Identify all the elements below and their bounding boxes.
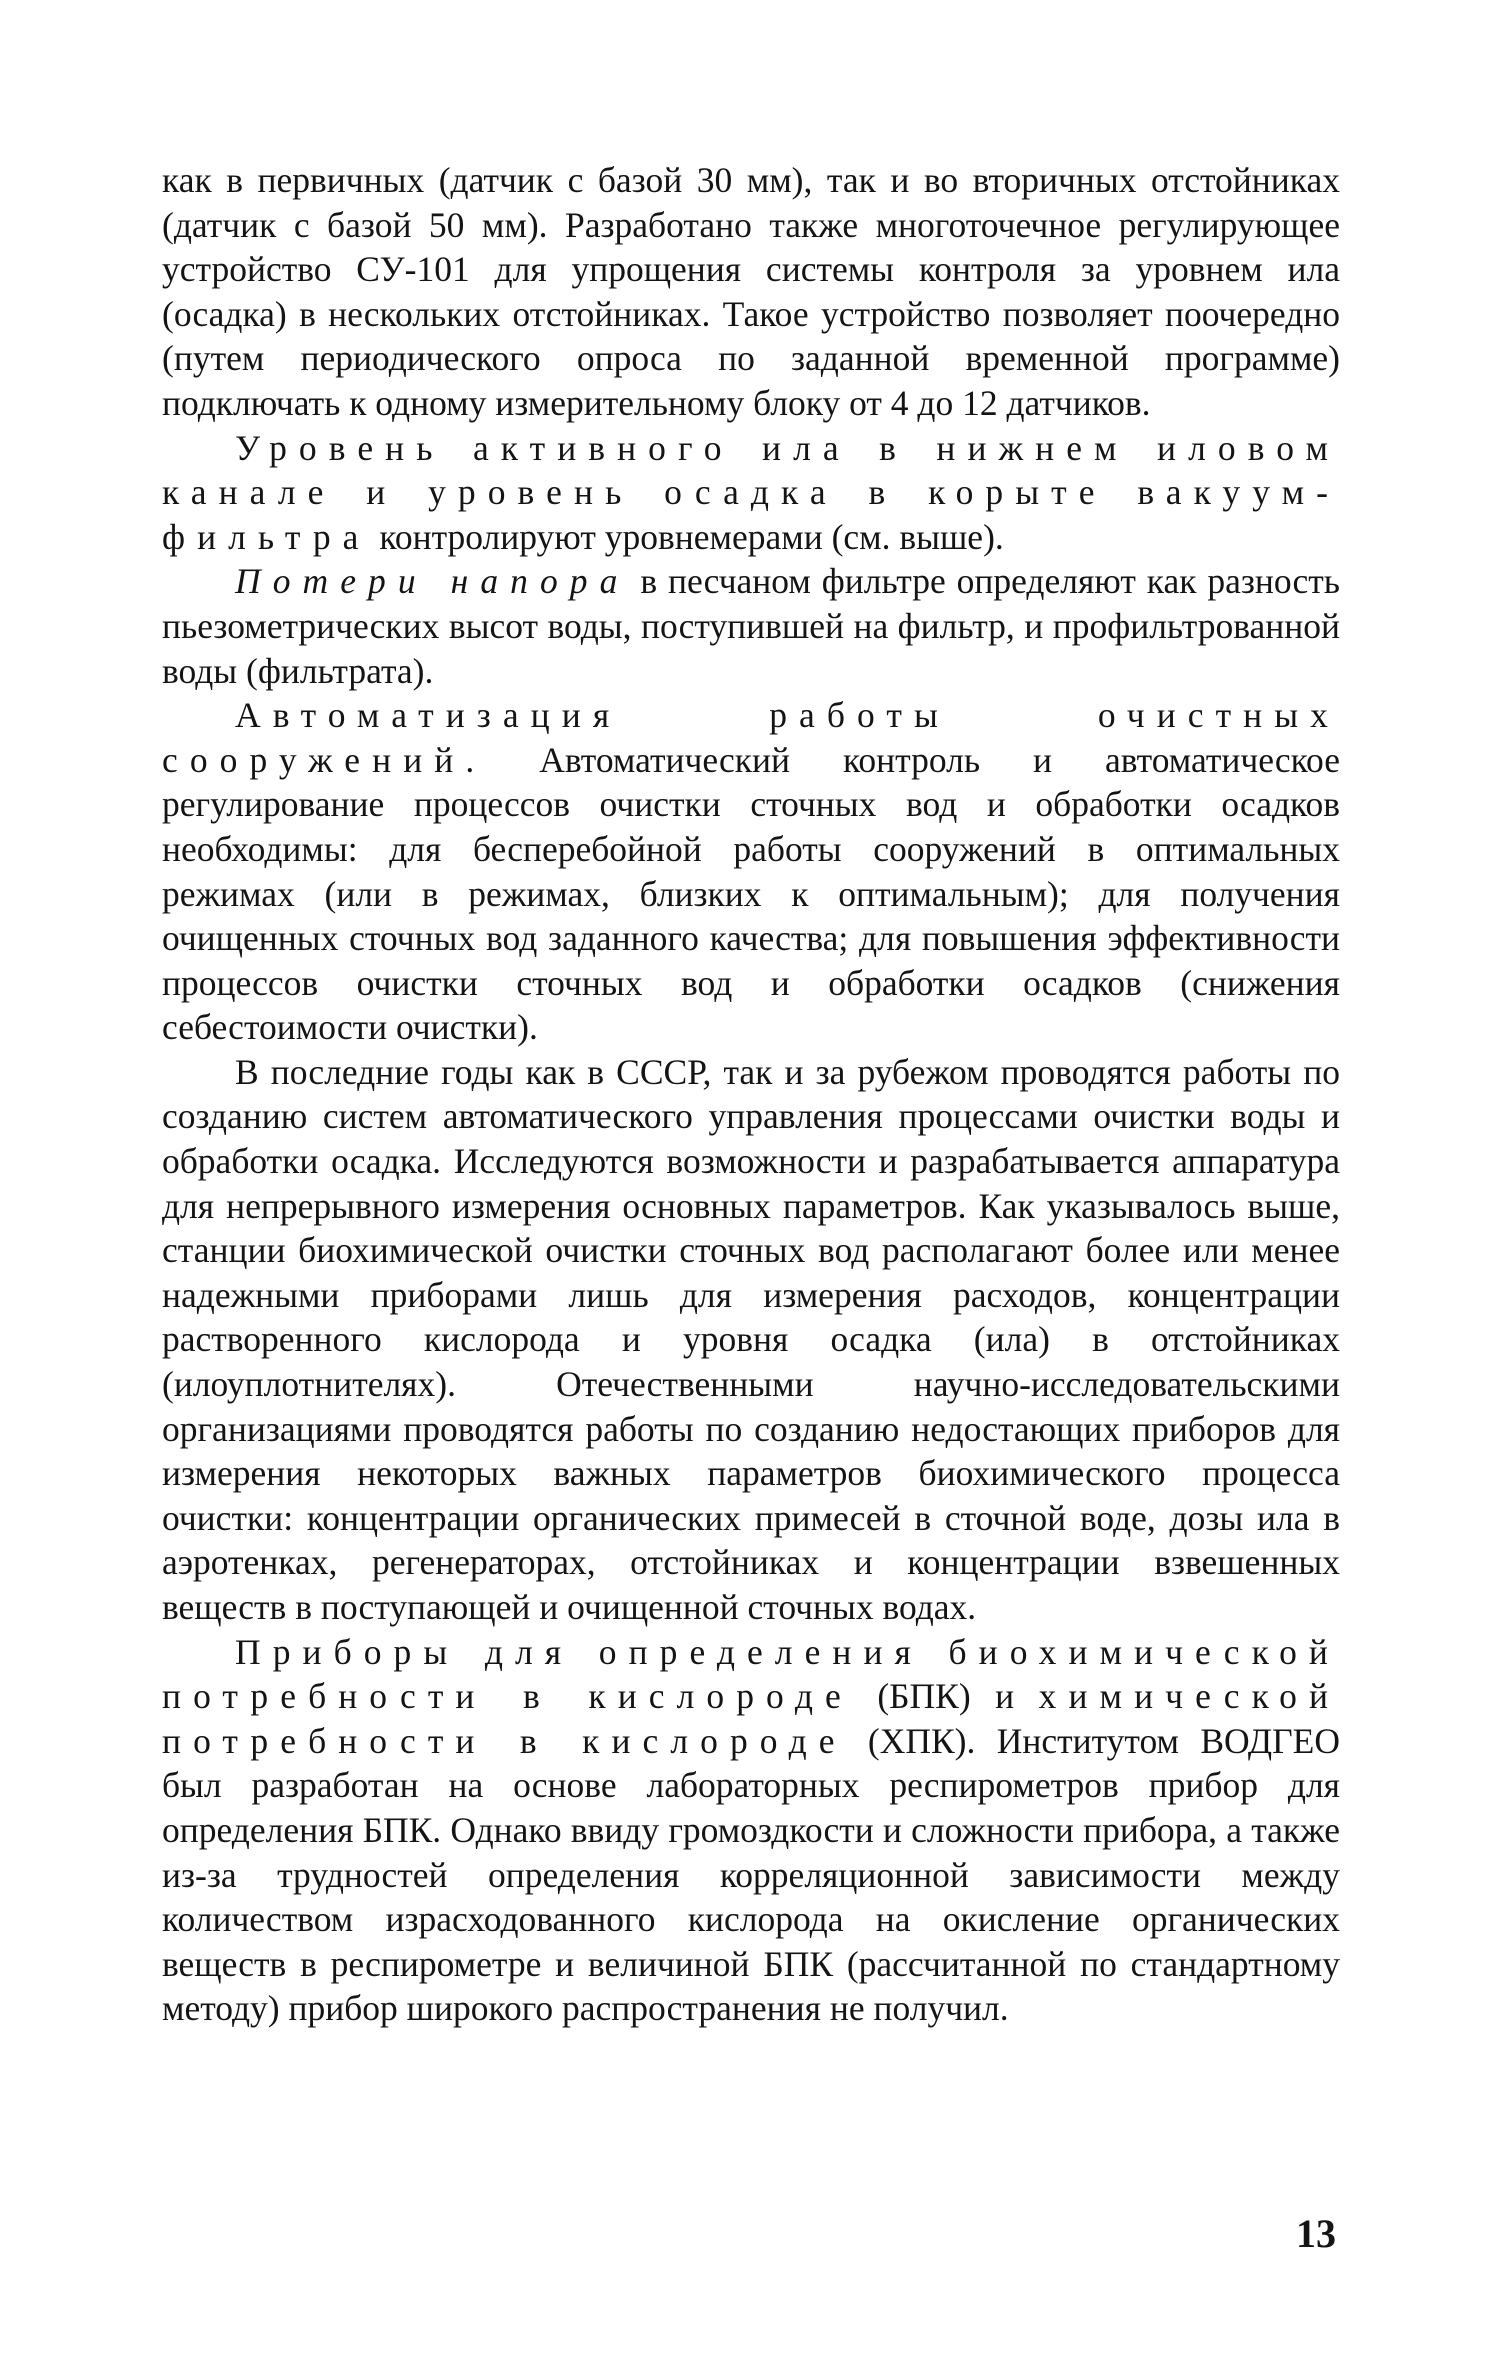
paragraph-text: В последние годы как в СССР, так и за рубежом проводятся работы по созданию систем автоматического управления процессами очистки воды и обработки осадка. Исследуются возможности и разрабатывается аппаратура для непрерывного измерения основных параметров. Как указывалось выше, станции биохимической очистки сточных вод располагают более или менее надежными приборами лишь для измерения расходов, концентрации растворенного кислорода и уровня осадка (ила) в отстойниках (илоуплотнителях). Отечественными научно-исследовательскими организациями проводятся работы по созданию недостающих приборов для измерения некоторых важных параметров биохимического процесса очистки: концентрации органических примесей в сточной воде, дозы ила в аэротенках, регенераторах, отстойниках и концентрации взвешенных веществ в поступающей и очищенной сточных водах. — [162, 1051, 1340, 1627]
paragraph-automation — [162, 693, 1340, 1050]
paragraph-text: Автоматический контроль и автоматическое регулирование процессов очистки сточных вод и обработки осадков необходимы: для бесперебойной работы сооружений в оптимальных режимах (или в режимах, близких к оптимальным); для получения очищенных сточных вод заданного качества; для повышения эффективности процессов очистки сточных вод и обработки осадков (снижения себестоимости очистки). — [162, 739, 1340, 1048]
paragraph-recent-years — [162, 1050, 1340, 1630]
page-body — [162, 158, 1340, 2031]
paragraph-text: как в первичных (датчик с базой 30 мм), так и во вторичных отстойниках (датчик с базой 50 мм). Разработано также многоточечное регулирующее устройство СУ-101 для упрощения системы контроля за уровнем ила (осадка) в нескольких отстойниках. Такое устройство позволяет поочередно (путем периодического опроса по заданной временной программе) подключать к одному измерительному блоку от 4 до 12 датчиков. — [162, 160, 1340, 423]
paragraph-lead: Потери напора — [235, 561, 630, 602]
paragraph-text: контролируют уровнемерами (см. выше). — [370, 516, 1004, 557]
paragraph-lead: Уровень активного ила в нижнем иловом канале и уровень осадка в корыте вакуум-фильтра — [162, 427, 1340, 557]
paragraph-mid: (БПК) и — [852, 1676, 1039, 1717]
paragraph-sludge-level — [162, 426, 1340, 560]
paragraph-bod-cod — [162, 1630, 1340, 2031]
paragraph-head-loss — [162, 559, 1340, 693]
paragraph-text: (ХПК). Институтом ВОДГЕО был разработан на основе лабораторных респирометров прибор для определения БПК. Однако ввиду громоздкости и сложности прибора, а также из-за трудностей определения корреляционной зависимости между количеством израсходованного кислорода на окисление органических веществ в респирометре и величиной БПК (рассчитанной по стандартному методу) прибор широкого распространения не получил. — [162, 1720, 1340, 2029]
page-number: 13 — [1296, 2211, 1336, 2256]
paragraph-sensors — [162, 158, 1340, 426]
paragraph-lead: Приборы для определения биохимической потребности в кислороде — [162, 1631, 1340, 1717]
paragraph-lead-2: химической потребности в кислороде — [162, 1676, 1341, 1761]
paragraph-text: в песчаном фильтре определяют как разность пьезометрических высот воды, поступившей на фильтр, и профильтрованной воды (фильтрата). — [162, 561, 1340, 691]
paragraph-lead: Автоматизация работы очистных сооружений. — [162, 695, 1340, 780]
